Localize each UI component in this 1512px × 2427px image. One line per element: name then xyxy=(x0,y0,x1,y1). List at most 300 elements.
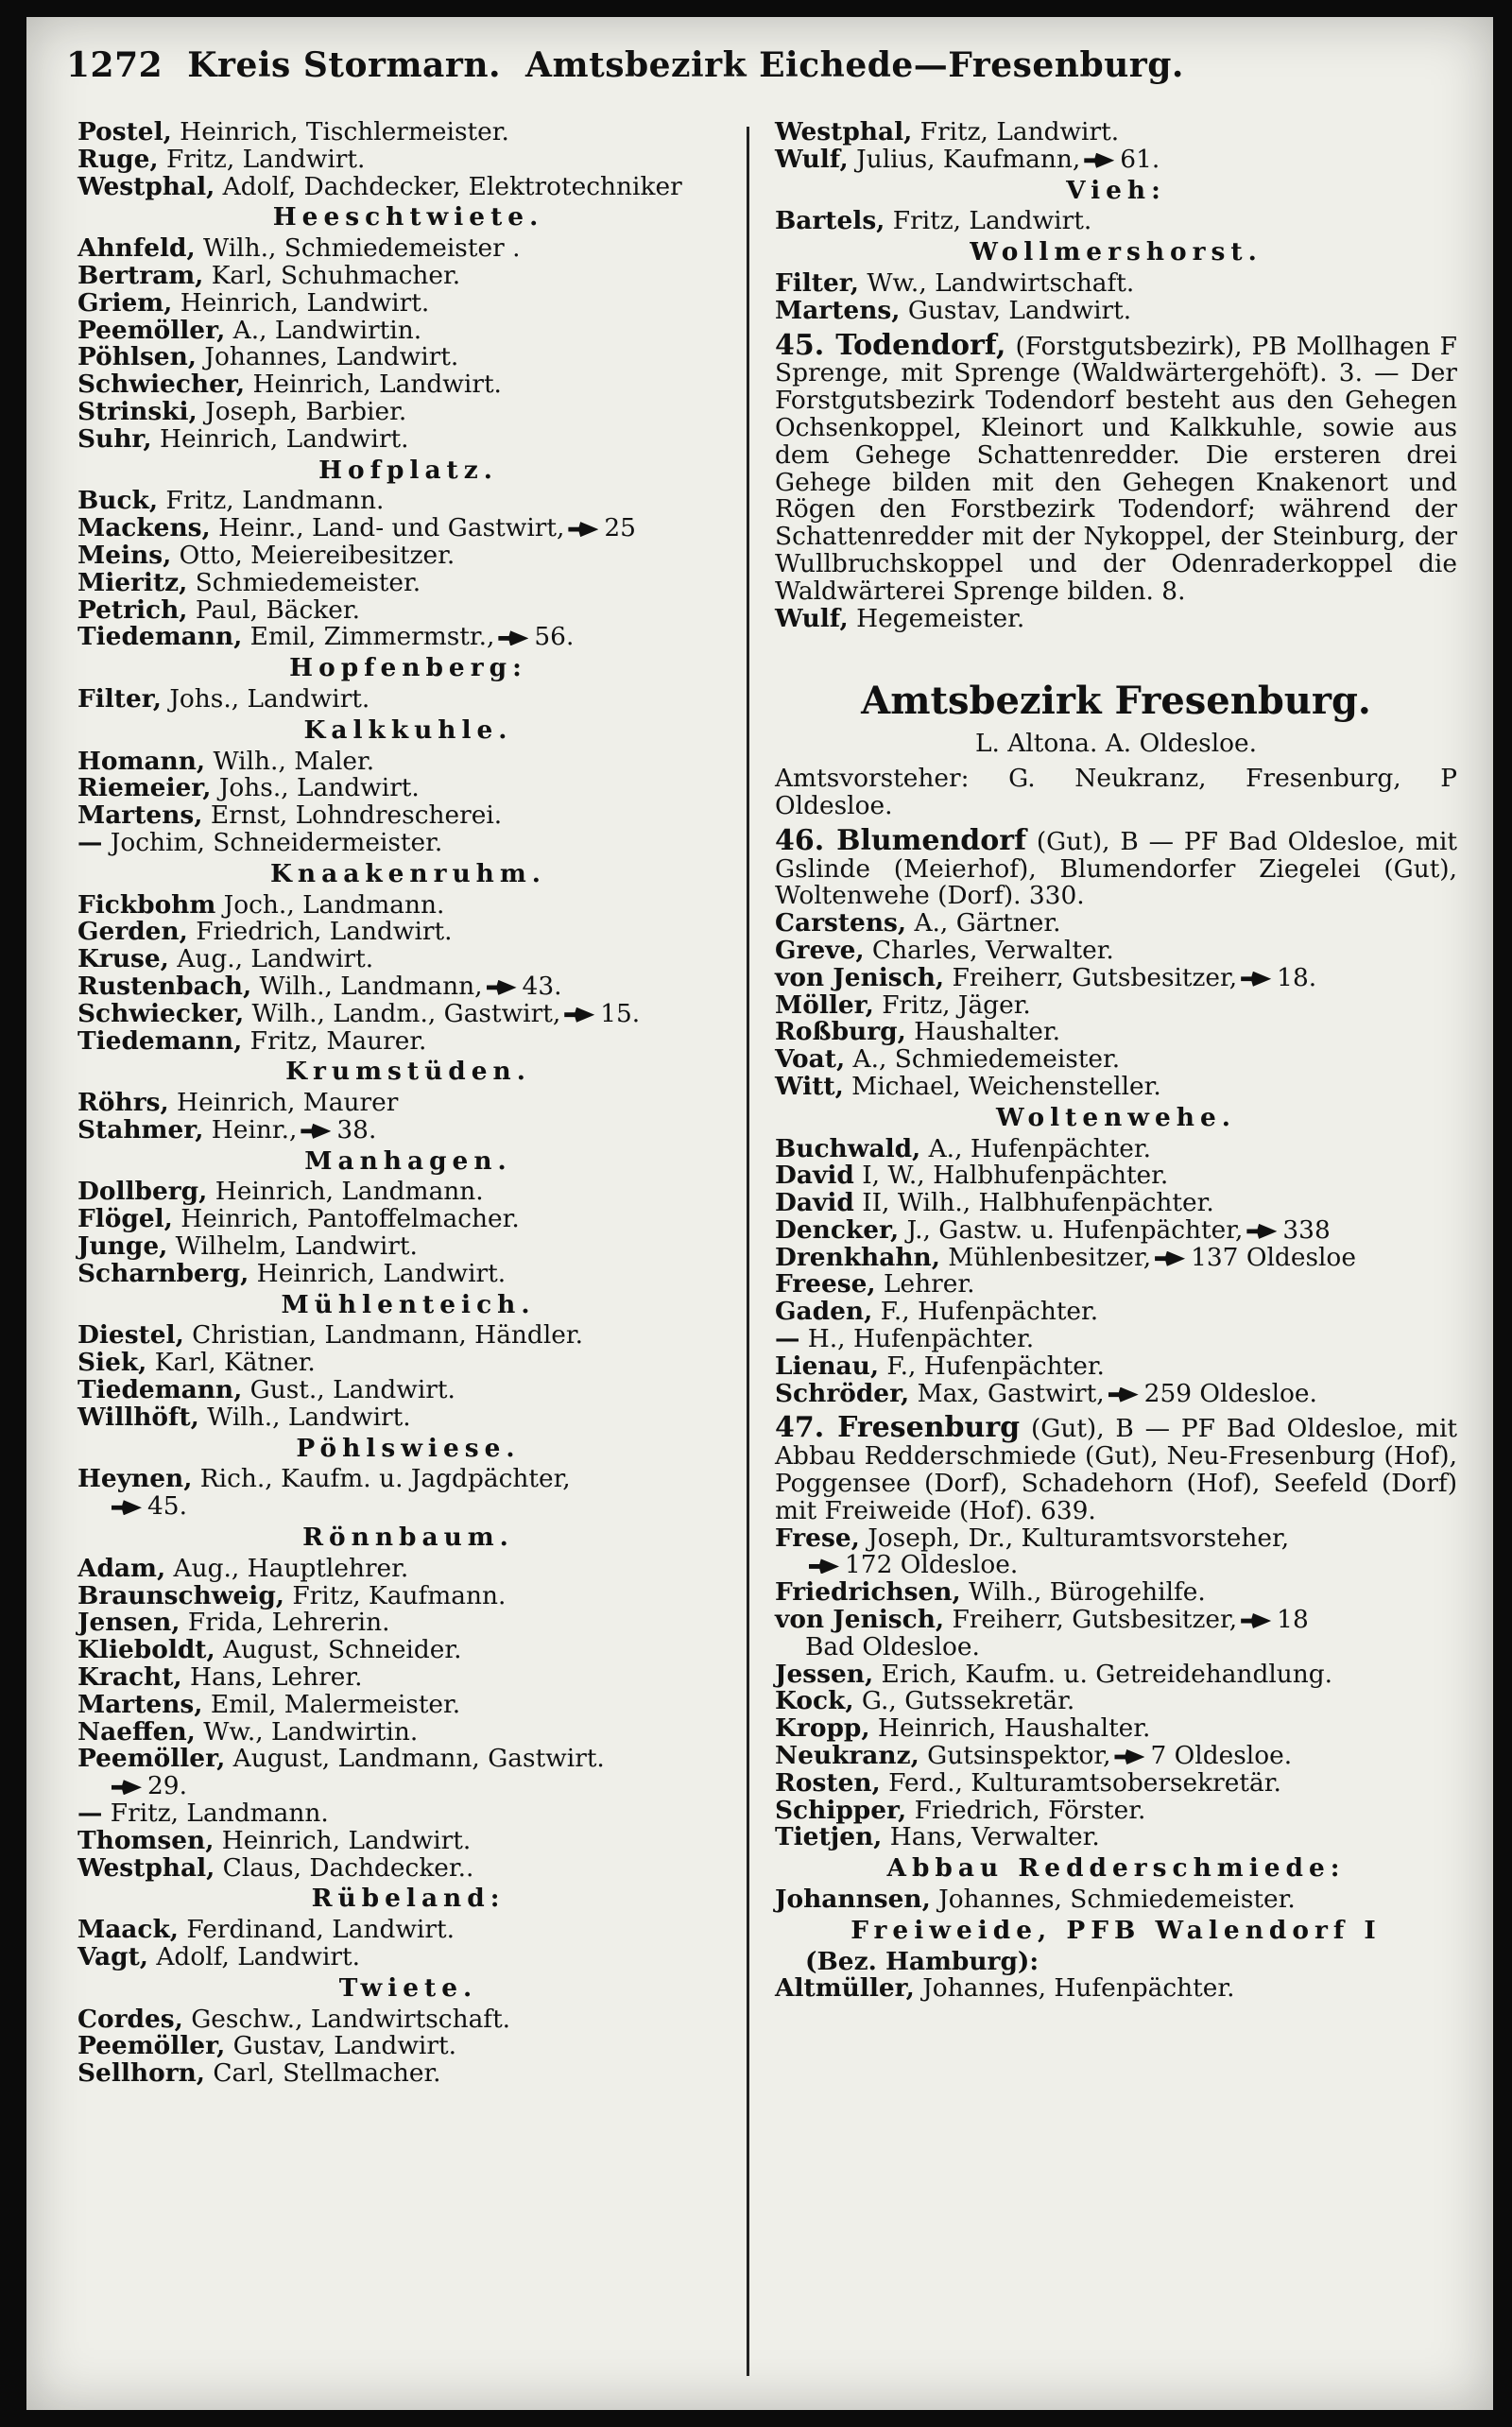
entry-details: Heinrich, Maurer xyxy=(168,1088,399,1118)
entry-surname: Suhr, xyxy=(77,423,152,454)
directory-entry xyxy=(775,1525,1457,1553)
entry-details: Fritz, Landmann. xyxy=(102,1799,329,1829)
directory-entry xyxy=(775,1767,1457,1798)
directory-entry xyxy=(77,315,739,345)
entry-surname: von Jenisch, xyxy=(775,962,945,992)
entry-surname: Naeffen, xyxy=(77,1716,196,1747)
telephone-icon xyxy=(568,522,598,537)
entry-details: August, Landmann, Gastwirt. xyxy=(225,1744,605,1774)
entry-surname: Kropp, xyxy=(775,1713,870,1744)
directory-entry xyxy=(77,1716,739,1747)
entry-details: Freiherr, Gutsbesitzer, xyxy=(944,962,1238,992)
place-paragraph xyxy=(775,1411,1457,1525)
entry-details: Wilh., Maler. xyxy=(205,746,375,776)
directory-entry xyxy=(77,919,739,946)
amtsbezirk-title: Amtsbezirk Fresenburg. xyxy=(861,679,1371,724)
entry-surname: Peemöller, xyxy=(77,1744,226,1774)
directory-entry xyxy=(77,235,739,263)
locality-heading: Freiweide, PFB Walendorf I xyxy=(850,1915,1382,1945)
entry-details: Emil, Malermeister. xyxy=(202,1689,461,1719)
entry-details: A., Schmiedemeister. xyxy=(845,1044,1121,1075)
entry-details: Heinrich, Landwirt. xyxy=(214,1825,472,1855)
entry-surname: Roßburg, xyxy=(775,1017,906,1047)
entry-surname: Greve, xyxy=(775,935,865,965)
directory-entry xyxy=(775,1353,1457,1381)
directory-entry xyxy=(775,146,1457,174)
entry-surname: von Jenisch, xyxy=(775,1605,945,1635)
entry-details: Wilh., Schmiedemeister . xyxy=(195,233,521,264)
directory-entry xyxy=(77,827,739,857)
entry-details: Wilh., Landm., Gastwirt, xyxy=(244,998,561,1028)
telephone-icon xyxy=(564,1007,594,1023)
telephone-number: 61. xyxy=(1120,144,1160,174)
directory-entry xyxy=(775,1214,1457,1245)
directory-entry xyxy=(77,2006,739,2034)
directory-entry xyxy=(775,1607,1457,1634)
left-column xyxy=(77,119,739,2397)
district-info: L. Altona. A. Oldesloe. xyxy=(974,729,1258,759)
telephone-icon xyxy=(1241,972,1271,987)
entry-details: Wilh., Bürogehilfe. xyxy=(960,1577,1206,1608)
entry-details: Lehrer. xyxy=(875,1269,975,1300)
entry-details: Rich., Kaufm. u. Jagdpächter, xyxy=(192,1464,571,1494)
place-paragraph xyxy=(775,823,1457,911)
telephone-icon xyxy=(1246,1224,1277,1239)
entry-details: Julius, Kaufmann, xyxy=(848,144,1081,174)
directory-entry xyxy=(77,567,739,597)
entry-details: Ferdinand, Landwirt. xyxy=(178,1915,455,1945)
entry-details: Paul, Bäcker. xyxy=(187,594,361,625)
directory-entry xyxy=(77,1773,739,1800)
directory-entry xyxy=(77,344,739,371)
entry-details: Hegemeister. xyxy=(848,603,1025,633)
directory-entry xyxy=(77,1944,739,1971)
directory-entry xyxy=(77,423,739,454)
entry-surname: (Bez. Hamburg): xyxy=(805,1946,1040,1976)
entry-surname: Scharnberg, xyxy=(77,1258,249,1288)
entry-surname: Rosten, xyxy=(775,1767,881,1798)
directory-entry xyxy=(77,1466,739,1493)
entry-surname: Thomsen, xyxy=(77,1825,215,1855)
page-title-district: Kreis Stormarn. xyxy=(187,45,502,85)
telephone-number: 29. xyxy=(147,1771,187,1801)
telephone-icon xyxy=(1084,153,1114,168)
entry-details: Heinrich, Landwirt. xyxy=(245,370,502,400)
entry-surname: Carstens, xyxy=(775,908,907,938)
entry-surname: Kracht, xyxy=(77,1662,182,1693)
entry-details: Fritz, Landmann. xyxy=(158,486,385,516)
entry-details: Charles, Verwalter. xyxy=(864,935,1114,965)
entry-surname: Gaden, xyxy=(775,1297,873,1327)
entry-details: H., Hufenpächter. xyxy=(799,1324,1035,1354)
directory-entry xyxy=(775,1824,1457,1851)
entry-surname: David xyxy=(775,1188,854,1218)
entry-surname: Petrich, xyxy=(77,594,188,625)
directory-entry xyxy=(77,371,739,399)
directory-entry xyxy=(775,267,1457,298)
entry-surname: Pöhlsen, xyxy=(77,342,197,372)
entry-details: Heinrich, Tischlermeister. xyxy=(171,117,509,146)
directory-entry xyxy=(77,1852,739,1883)
entry-details: Fritz, Maurer. xyxy=(242,1025,427,1056)
entry-surname: Bartels, xyxy=(775,206,885,236)
entry-surname: Diestel, xyxy=(77,1320,184,1351)
entry-surname: Mieritz, xyxy=(77,567,188,597)
directory-entry xyxy=(775,935,1457,965)
place-description: (Gut), B — PF Bad Oldesloe, mit Abbau Redderschmiede (Gut), Neu-Fresenburg (Hof), Poggensee (Dorf), Schadehorn (Hof), Seefeld (Dorf) mit Freiweide (Hof). 639. xyxy=(775,1414,1457,1525)
entry-surname: Siek, xyxy=(77,1348,147,1378)
entry-surname: Röhrs, xyxy=(77,1088,169,1118)
entry-surname: Flögel, xyxy=(77,1204,173,1234)
directory-entry xyxy=(775,1886,1457,1914)
entry-details: Wilh., Landwirt. xyxy=(198,1402,411,1432)
directory-entry xyxy=(77,171,739,201)
telephone-icon xyxy=(112,1780,142,1795)
locality-heading: Krumstüden. xyxy=(285,1057,531,1087)
directory-entry xyxy=(77,2033,739,2060)
directory-entry xyxy=(77,889,739,920)
directory-entry xyxy=(775,1975,1457,2003)
locality-heading: Knaakenruhm. xyxy=(270,858,546,888)
entry-surname: Tiedemann, xyxy=(77,1025,243,1056)
entry-surname: Tiedemann, xyxy=(77,1375,243,1405)
telephone-number: 18 xyxy=(1277,1605,1309,1635)
entry-details: A., Hufenpächter. xyxy=(920,1133,1151,1163)
entry-surname: Jensen, xyxy=(77,1608,180,1638)
place-description: Amtsvorsteher: G. Neukranz, Fresenburg, P Oldesloe. xyxy=(775,764,1457,820)
entry-details: A., Gärtner. xyxy=(906,908,1061,938)
directory-entry xyxy=(77,2060,739,2088)
directory-entry xyxy=(77,1689,739,1719)
entry-surname: Kruse, xyxy=(77,944,169,974)
directory-entry xyxy=(77,973,739,1001)
entry-details: Heinrich, Pantoffelmacher. xyxy=(172,1204,520,1234)
directory-entry xyxy=(77,1664,739,1692)
entry-details: Wilh., Landmann, xyxy=(251,971,483,1001)
entry-details: Gust., Landwirt. xyxy=(242,1375,455,1405)
entry-details: Friedrich, Landwirt. xyxy=(187,917,453,947)
entry-details: Gustav, Landwirt. xyxy=(225,2031,456,2061)
directory-entry xyxy=(775,1046,1457,1074)
directory-entry xyxy=(77,488,739,515)
entry-details: Bad Oldesloe. xyxy=(805,1631,980,1661)
entry-details: Johannes, Schmiedemeister. xyxy=(930,1885,1296,1915)
entry-surname: Frese, xyxy=(775,1523,860,1553)
entry-details: Ww., Landwirtschaft. xyxy=(858,267,1135,298)
directory-entry xyxy=(775,1552,1457,1579)
entry-details: August, Schneider. xyxy=(215,1635,462,1665)
entry-surname: Witt, xyxy=(775,1071,844,1101)
entry-surname: Ahnfeld, xyxy=(77,233,196,264)
locality-heading: Pöhlswiese. xyxy=(296,1433,521,1463)
telephone-number: 15. xyxy=(600,998,641,1028)
entry-details: Heinrich, Landmann. xyxy=(207,1177,484,1207)
entry-surname: Möller, xyxy=(775,990,874,1020)
telephone-icon xyxy=(301,1124,331,1139)
entry-surname: Mackens, xyxy=(77,513,211,543)
place-paragraph xyxy=(775,766,1457,820)
column-divider xyxy=(747,127,749,2376)
entry-details: Fritz, Landwirt. xyxy=(158,144,366,174)
directory-entry xyxy=(775,1579,1457,1607)
directory-entry xyxy=(77,594,739,625)
entry-details: Karl, Kätner. xyxy=(146,1348,316,1378)
page-header xyxy=(66,45,1184,102)
directory-entry xyxy=(77,260,739,290)
right-column xyxy=(775,119,1457,2397)
entry-surname: Klieboldt, xyxy=(77,1635,215,1665)
entry-details: Carl, Stellmacher. xyxy=(204,2058,441,2089)
entry-surname: Dollberg, xyxy=(77,1177,208,1207)
directory-entry xyxy=(77,1233,739,1261)
telephone-number: 18. xyxy=(1277,962,1317,992)
directory-entry xyxy=(77,1114,739,1145)
telephone-number: 56. xyxy=(534,622,575,652)
directory-entry xyxy=(77,1322,739,1350)
entry-details: Christian, Landmann, Händler. xyxy=(183,1320,583,1351)
entry-surname: Martens, xyxy=(77,1689,203,1719)
entry-surname: Gerden, xyxy=(77,917,188,947)
entry-details: Joseph, Barbier. xyxy=(197,396,407,426)
entry-surname: Friedrichsen, xyxy=(775,1577,961,1608)
telephone-number: 38. xyxy=(336,1114,377,1145)
directory-entry xyxy=(775,1661,1457,1689)
directory-entry xyxy=(77,1825,739,1855)
directory-entry xyxy=(775,1133,1457,1163)
entry-details: Geschw., Landwirtschaft. xyxy=(182,2004,511,2034)
telephone-icon xyxy=(1108,1387,1139,1403)
entry-surname: David xyxy=(775,1161,854,1191)
entry-surname: Willhöft, xyxy=(77,1402,199,1432)
entry-details: I, W., Halbhufenpächter. xyxy=(853,1161,1169,1191)
entry-details: Ernst, Lohndrescherei. xyxy=(202,800,503,831)
directory-entry xyxy=(77,287,739,318)
locality-heading: Vieh: xyxy=(1066,175,1166,205)
entry-surname: Riemeier, xyxy=(77,773,212,803)
directory-entry xyxy=(775,1190,1457,1217)
entry-details: Hans, Verwalter. xyxy=(882,1822,1100,1852)
entry-surname: Drenkhahn, xyxy=(775,1242,940,1272)
entry-surname: Voat, xyxy=(775,1044,846,1075)
entry-details: Heinr., xyxy=(203,1114,298,1145)
page-number: 1272 xyxy=(66,45,163,85)
directory-entry xyxy=(775,1162,1457,1190)
directory-entry xyxy=(775,1795,1457,1825)
entry-surname: Tiedemann, xyxy=(77,622,243,652)
entry-surname: Buchwald, xyxy=(775,1133,921,1163)
entry-surname: Stahmer, xyxy=(77,1114,204,1145)
directory-entry xyxy=(77,683,739,714)
entry-details: Max, Gastwirt, xyxy=(909,1378,1105,1408)
directory-entry xyxy=(77,1206,739,1233)
directory-entry xyxy=(77,1553,739,1583)
entry-surname: Jessen, xyxy=(775,1659,874,1689)
directory-entry xyxy=(77,775,739,802)
entry-details: Gustav, Landwirt. xyxy=(900,295,1132,325)
entry-details: Ww., Landwirtin. xyxy=(195,1716,419,1747)
directory-entry xyxy=(77,802,739,830)
entry-details: Adolf, Landwirt. xyxy=(147,1942,361,1971)
directory-entry xyxy=(775,1271,1457,1299)
directory-entry xyxy=(775,1299,1457,1326)
entry-details: A., Landwirtin. xyxy=(225,315,422,345)
telephone-icon xyxy=(809,1558,839,1574)
place-name: 45. Todendorf, xyxy=(775,328,1006,362)
directory-entry xyxy=(775,962,1457,992)
entry-surname: Kock, xyxy=(775,1686,854,1716)
entry-surname: Schipper, xyxy=(775,1795,907,1825)
entry-surname: Sellhorn, xyxy=(77,2058,205,2089)
entry-surname: Freese, xyxy=(775,1269,876,1300)
entry-details: Jochim, Schneidermeister. xyxy=(102,827,443,857)
locality-heading: Manhagen. xyxy=(304,1145,512,1176)
entry-surname: Cordes, xyxy=(77,2004,183,2034)
entry-details: Johannes, Landwirt. xyxy=(196,342,459,372)
entry-surname: Johannsen, xyxy=(775,1885,931,1915)
entry-details: Heinr., Land- und Gastwirt, xyxy=(210,513,565,543)
directory-entry xyxy=(775,119,1457,146)
entry-details: Otto, Meiereibesitzer. xyxy=(171,540,455,570)
entry-details: Schmiedemeister. xyxy=(187,567,421,597)
entry-details: Michael, Weichensteller. xyxy=(843,1071,1161,1101)
entry-surname: Neukranz, xyxy=(775,1741,919,1771)
entry-surname: Bertram, xyxy=(77,260,204,290)
entry-surname: — xyxy=(775,1324,800,1354)
entry-surname: Griem, xyxy=(77,287,173,318)
directory-entry xyxy=(775,1631,1457,1661)
telephone-number: 43. xyxy=(522,971,562,1001)
entry-surname: Westphal, xyxy=(77,171,215,201)
entry-surname: Schwiecher, xyxy=(77,370,246,400)
place-description: (Forstgutsbezirk), PB Mollhagen F Sprenge, mit Sprenge (Waldwärtergehöft). 3. — Der Forstgutsbezirk Todendorf besteht aus den Gehegen Ochsenkoppel, Kleinort und Kalkkuhle, sowie aus dem Gehege Schattenredder. Die ersteren drei Gehege bilden mit den Gehegen Knakenort und Rögen den Forstbezirk Todendorf; während der Schattenredder mit der Nykoppel, der Steinburg, der Wullbruchskoppel und der Odenraderkoppel die Waldwärterei Sprenge bilden. 8. xyxy=(775,331,1457,606)
entry-details: Heinrich, Landwirt. xyxy=(249,1258,507,1288)
entry-details: Erich, Kaufm. u. Getreidehandlung. xyxy=(873,1659,1333,1689)
entry-surname: Wulf, xyxy=(775,603,849,633)
entry-surname: Dencker, xyxy=(775,1214,900,1245)
locality-heading: Wollmershorst. xyxy=(970,237,1263,267)
entry-details: Frida, Lehrerin. xyxy=(180,1608,390,1638)
locality-heading: Woltenwehe. xyxy=(996,1102,1236,1132)
entry-details: Heinrich, Haushalter. xyxy=(869,1713,1151,1744)
directory-page xyxy=(26,17,1493,2410)
entry-details: Ferd., Kulturamtsobersekretär. xyxy=(880,1767,1281,1798)
directory-entry xyxy=(77,946,739,973)
entry-details: Emil, Zimmermstr., xyxy=(242,622,495,652)
entry-details: Joch., Landmann. xyxy=(215,889,445,920)
entry-surname: Junge, xyxy=(77,1231,168,1262)
entry-surname: Martens, xyxy=(775,295,901,325)
directory-entry xyxy=(775,295,1457,325)
entry-details: Freiherr, Gutsbesitzer, xyxy=(944,1605,1238,1635)
directory-entry xyxy=(77,1917,739,1944)
entry-details: II, Wilh., Halbhufenpächter. xyxy=(853,1188,1214,1218)
locality-heading: Heeschtwiete. xyxy=(272,202,544,232)
directory-entry xyxy=(775,910,1457,938)
entry-details: Fritz, Kaufmann. xyxy=(284,1580,507,1610)
entry-details: Johs., Landwirt. xyxy=(211,773,420,803)
telephone-icon xyxy=(1114,1749,1144,1764)
entry-surname: Peemöller, xyxy=(77,315,226,345)
entry-surname: — xyxy=(77,1799,103,1829)
directory-entry xyxy=(775,1019,1457,1046)
locality-heading: Twiete. xyxy=(338,1972,478,2003)
directory-entry xyxy=(77,1404,739,1432)
directory-entry xyxy=(775,1242,1457,1272)
locality-heading: Hofplatz. xyxy=(318,455,498,485)
directory-entry xyxy=(77,746,739,776)
telephone-icon xyxy=(1155,1251,1185,1266)
entry-details: Aug., Hauptlehrer. xyxy=(165,1553,409,1583)
directory-entry xyxy=(775,1946,1457,1976)
telephone-number: 338 xyxy=(1282,1214,1331,1245)
directory-entry xyxy=(77,396,739,426)
place-description: (Gut), B — PF Bad Oldesloe, mit Gslinde (Meierhof), Blumendorfer Ziegelei (Gut), Woltenwehe (Dorf). 330. xyxy=(775,826,1457,911)
entry-surname: Strinski, xyxy=(77,396,198,426)
entry-details: Karl, Schuhmacher. xyxy=(203,260,461,290)
directory-entry xyxy=(775,992,1457,1020)
entry-details: G., Gutssekretär. xyxy=(853,1686,1075,1716)
telephone-number: 25 xyxy=(604,513,636,543)
locality-heading: Mühlenteich. xyxy=(281,1289,536,1319)
directory-entry xyxy=(77,146,739,174)
entry-details: Fritz, Landwirt. xyxy=(885,206,1092,236)
locality-heading: Rübeland: xyxy=(311,1884,506,1914)
entry-surname: Meins, xyxy=(77,540,172,570)
entry-surname: Postel, xyxy=(77,117,172,146)
directory-entry xyxy=(77,515,739,542)
directory-entry xyxy=(77,1025,739,1056)
directory-entry xyxy=(775,1326,1457,1353)
telephone-number: 172 Oldesloe. xyxy=(845,1550,1019,1580)
entry-surname: Schwiecker, xyxy=(77,998,245,1028)
entry-surname: Vagt, xyxy=(77,1942,148,1971)
directory-entry xyxy=(77,998,739,1028)
entry-surname: Westphal, xyxy=(775,117,913,146)
directory-entry xyxy=(77,119,739,146)
telephone-number: 137 Oldesloe xyxy=(1191,1242,1356,1272)
entry-surname: Maack, xyxy=(77,1915,179,1945)
entry-surname: Filter, xyxy=(77,683,162,714)
directory-entry xyxy=(775,208,1457,235)
entry-details: F., Hufenpächter. xyxy=(872,1297,1099,1327)
directory-entry xyxy=(77,1179,739,1206)
place-name: 47. Fresenburg xyxy=(775,1411,1021,1445)
directory-entry xyxy=(775,1378,1457,1408)
place-name: 46. Blumendorf xyxy=(775,823,1026,857)
telephone-number: 45. xyxy=(147,1491,187,1522)
entry-surname: Homann, xyxy=(77,746,206,776)
entry-details: Haushalter. xyxy=(905,1017,1060,1047)
directory-entry xyxy=(77,1258,739,1288)
entry-surname: Altmüller, xyxy=(775,1973,915,2004)
locality-heading: Hopfenberg: xyxy=(289,653,527,683)
entry-details: Heinrich, Landwirt. xyxy=(151,423,409,454)
entry-details: Joseph, Dr., Kulturamtsvorsteher, xyxy=(859,1523,1290,1553)
entry-details: Mühlenbesitzer, xyxy=(939,1242,1152,1272)
entry-surname: Westphal, xyxy=(77,1852,215,1883)
entry-details: Fritz, Landwirt. xyxy=(912,117,1120,146)
directory-entry xyxy=(77,1746,739,1773)
place-paragraph xyxy=(775,328,1457,606)
entry-surname: Adam, xyxy=(77,1553,166,1583)
telephone-icon xyxy=(112,1500,142,1515)
entry-surname: Lienau, xyxy=(775,1351,880,1381)
page-title-amtsbezirk: Amtsbezirk Eichede—Fresenburg. xyxy=(525,45,1184,85)
entry-surname: Tietjen, xyxy=(775,1822,883,1852)
directory-entry xyxy=(775,1688,1457,1715)
entry-surname: Fickbohm xyxy=(77,889,216,920)
directory-entry xyxy=(77,1090,739,1117)
